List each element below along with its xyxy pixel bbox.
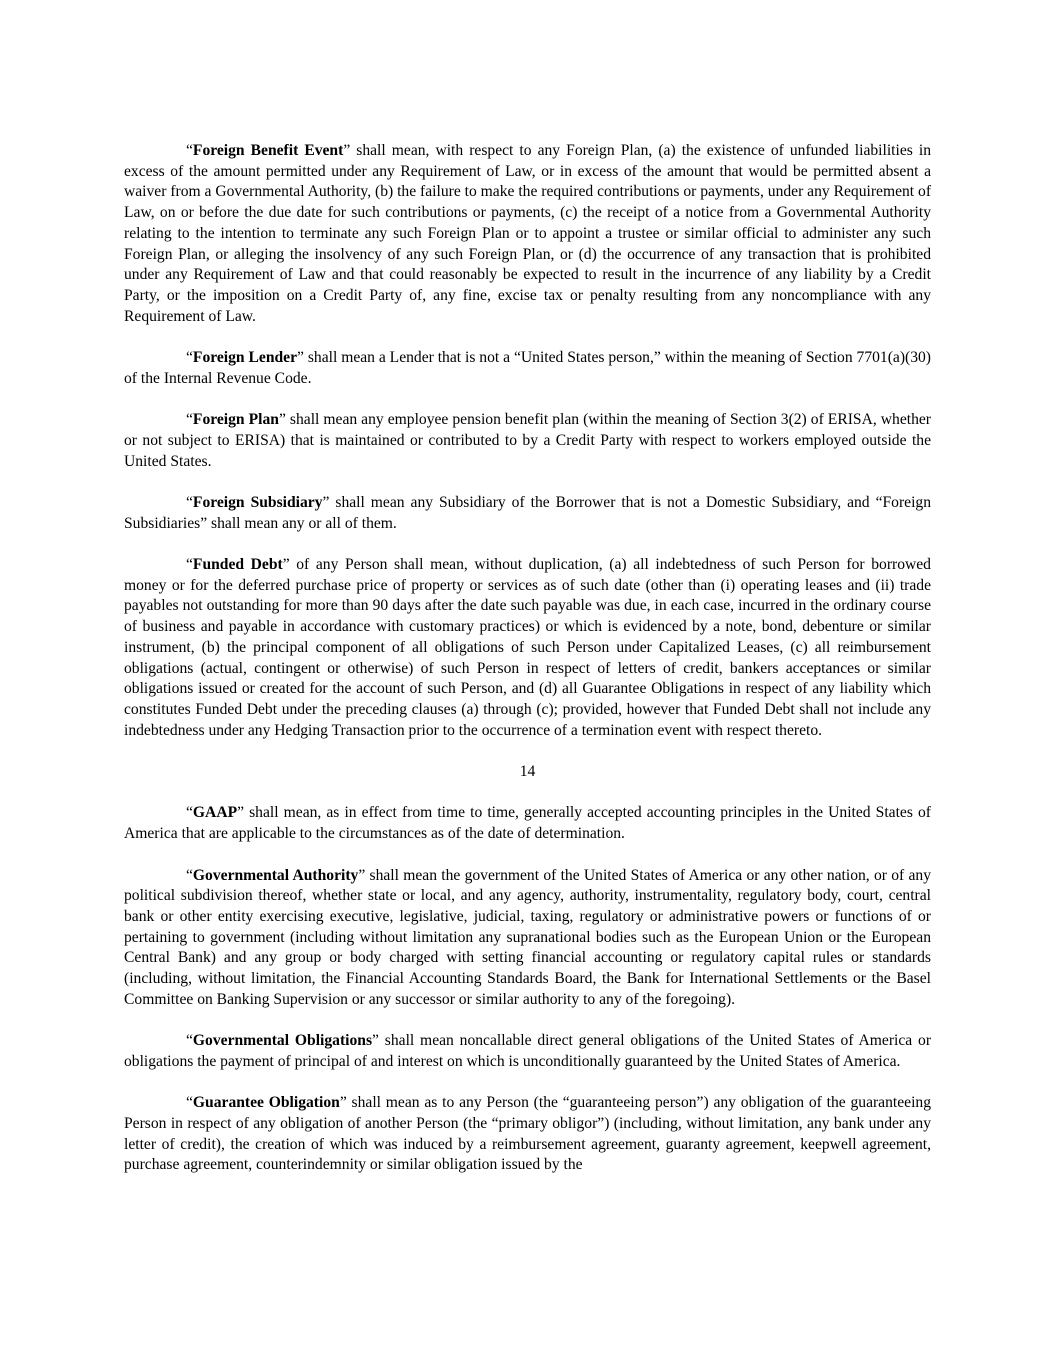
definition-text: shall mean a Lender that is not a “United States person,” within the meaning of Section 7701(a)(30) of the Internal Revenue Code.	[124, 349, 931, 387]
defined-term: Guarantee Obligation	[192, 1094, 340, 1112]
definition-text: shall mean any Subsidiary of the Borrower that is not a Domestic Subsidiary, and “Foreign Subsidiaries” shall mean any or all of them.	[124, 493, 931, 532]
definition-text: shall mean any employee pension benefit plan (within the meaning of Section 3(2) of ERISA, whether or not subject to ERISA) that is maintained or contributed to by a Credit Party with respect to workers employed outside the United States.	[124, 411, 931, 470]
page-number: 14	[519, 763, 536, 781]
definition-text: shall mean, with respect to any Foreign Plan, (a) the existence of unfunded liabilities in excess of the amount permitted under any Requirement of Law, or in excess of the amount that would be permitted absent a waiver from a Governmental Authority, (b) the failure to make the required contributions or payments, under any Requirement of Law, on or before the due date for such contributions or payments, (c) the receipt of a notice from a Governmental Authority relating to the intention to terminate any such Foreign Plan or to appoint a trustee or similar official to administer any such Foreign Plan, or alleging the insolvency of any such Foreign Plan, or (d) the occurrence of any transaction that is prohibited under any Requirement of Law and that could reasonably be expected to result in the incurrence of any liability by a Credit Party, or the imposition on a Credit Party of, any fine, excise tax or penalty resulting from any noncompliance with any Requirement of Law.	[124, 142, 932, 325]
definition-governmental-authority: “Governmental Authority” shall mean the government of the United States of America or any other nation, or of any political subdivision thereof, whether state or local, and any agency, authority, instrumentality, regulatory body, court, central bank or other entity exercising executive, legislative, judicial, taxing, regulatory or administrative powers or functions of or pertaining to government (including without limitation any supranational bodies such as the European Union or the European Central Bank) and any group or body charged with setting financial accounting or regulatory capital rules or standards (including, without limitation, the Financial Accounting Standards Board, the Bank for International Settlements or the Basel Committee on Banking Supervision or any successor or similar authority to any of the foregoing).	[124, 866, 931, 1008]
defined-term: GAAP	[192, 804, 238, 822]
defined-term: Foreign Subsidiary	[192, 493, 323, 511]
definition-foreign-subsidiary: “Foreign Subsidiary” shall mean any Subsidiary of the Borrower that is not a Domestic Subsidiary, and “Foreign Subsidiaries” shall mean any or all of them.	[124, 493, 931, 532]
defined-term: Foreign Benefit Event	[192, 142, 344, 159]
definition-text: shall mean as to any Person (the “guaranteeing person”) any obligation of the guaranteeing Person in respect of any obligation of another Person (the “primary obligor”) (including, without limitation, any bank under any letter of credit), the creation of which was induced by a reimbursement agreement, guaranty agreement, keepwell agreement, purchase agreement, counterindemnity or similar obligation issued by the	[124, 1094, 931, 1174]
defined-term: Foreign Lender	[192, 349, 298, 367]
definition-governmental-obligations: “Governmental Obligations” shall mean noncallable direct general obligations of the United States of America or obligations the payment of principal of and interest on which is unconditionally guaranteed by the United States of America.	[124, 1032, 932, 1070]
definition-text: of any Person shall mean, without duplication, (a) all indebtedness of such Person for borrowed money or for the deferred purchase price of property or services as of such date (other than (i) operating leases and (ii) trade payables not outstanding for more than 90 days after the date such payable was due, in each case, incurred in the ordinary course of business and payable in accordance with customary practices) or which is evidenced by a note, bond, debenture or similar instrument, (b) the principal component of all obligations of such Person under Capitalized Leases, (c) all reimbursement obligations (actual, contingent or otherwise) of such Person in respect of letters of credit, bankers acceptances or similar obligations issued or created for the account of such Person, and (d) all Guarantee Obligations in respect of any liability which constitutes Funded Debt under the preceding clauses (a) through (c); provided, however that Funded Debt shall not include any indebtedness under any Hedging Transaction prior to the occurrence of a termination event with respect thereto.	[124, 556, 931, 739]
definition-foreign-plan: “Foreign Plan” shall mean any employee pension benefit plan (within the meaning of Section 3(2) of ERISA, whether or not subject to ERISA) that is maintained or contributed to by a Credit Party with respect to workers employed outside the United States.	[124, 411, 931, 470]
definition-guarantee-obligation: “Guarantee Obligation” shall mean as to any Person (the “guaranteeing person”) any obligation of the guaranteeing Person in respect of any obligation of another Person (the “primary obligor”) (including, without limitation, any bank under any letter of credit), the creation of which was induced by a reimbursement agreement, guaranty agreement, keepwell agreement, purchase agreement, counterindemnity or similar obligation issued by the	[124, 1094, 931, 1174]
definition-foreign-benefit-event: “Foreign Benefit Event” shall mean, with respect to any Foreign Plan, (a) the existence of unfunded liabilities in excess of the amount permitted under any Requirement of Law, or in excess of the amount that would be permitted absent a waiver from a Governmental Authority, (b) the failure to make the required contributions or payments, under any Requirement of Law, on or before the due date for such contributions or payments, (c) the receipt of a notice from a Governmental Authority relating to the intention to terminate any such Foreign Plan or to appoint a trustee or similar official to administer any such Foreign Plan, or alleging the insolvency of any such Foreign Plan, or (d) the occurrence of any transaction that is prohibited under any Requirement of Law and that could reasonably be expected to result in the incurrence of any liability by a Credit Party, or the imposition on a Credit Party of, any fine, excise tax or penalty resulting from any noncompliance with any Requirement of Law.	[124, 142, 932, 325]
defined-term: Foreign Plan	[192, 411, 279, 429]
definition-text: shall mean, as in effect from time to time, generally accepted accounting principles in the United States of America that are applicable to the circumstances as of the date of determination.	[124, 804, 931, 843]
defined-term: Governmental Authority	[192, 866, 359, 884]
defined-term: Governmental Obligations	[192, 1032, 373, 1050]
definition-funded-debt: “Funded Debt” of any Person shall mean, without duplication, (a) all indebtedness of such Person for borrowed money or for the deferred purchase price of property or services as of such date (other than (i) operating leases and (ii) trade payables not outstanding for more than 90 days after the date such payable was due, in each case, incurred in the ordinary course of business and payable in accordance with customary practices) or which is evidenced by a note, bond, debenture or similar instrument, (b) the principal component of all obligations of such Person under Capitalized Leases, (c) all reimbursement obligations (actual, contingent or otherwise) of such Person in respect of letters of credit, bankers acceptances or similar obligations issued or created for the account of such Person, and (d) all Guarantee Obligations in respect of any liability which constitutes Funded Debt under the preceding clauses (a) through (c); provided, however that Funded Debt shall not include any indebtedness under any Hedging Transaction prior to the occurrence of a termination event with respect thereto.	[124, 556, 931, 739]
document-page	[124, 141, 931, 1176]
definition-text: shall mean the government of the United States of America or any other nation, or of any political subdivision thereof, whether state or local, and any agency, authority, instrumentality, regulatory body, court, central bank or other entity exercising executive, legislative, judicial, taxing, regulatory or administrative powers or functions of or pertaining to government (including without limitation any supranational bodies such as the European Union or the European Central Bank) and any group or body charged with setting financial accounting or regulatory capital rules or standards (including, without limitation, the Financial Accounting Standards Board, the Bank for International Settlements or the Basel Committee on Banking Supervision or any successor or similar authority to any of the foregoing).	[124, 866, 931, 1008]
definition-foreign-lender: “Foreign Lender” shall mean a Lender that is not a “United States person,” within the meaning of Section 7701(a)(30) of the Internal Revenue Code.	[124, 349, 931, 387]
defined-term: Funded Debt	[192, 556, 283, 573]
definition-text: shall mean noncallable direct general obligations of the United States of America or obligations the payment of principal of and interest on which is unconditionally guaranteed by the United States of America.	[124, 1032, 932, 1070]
definition-gaap: “GAAP” shall mean, as in effect from time to time, generally accepted accounting principles in the United States of America that are applicable to the circumstances as of the date of determination.	[124, 804, 931, 843]
